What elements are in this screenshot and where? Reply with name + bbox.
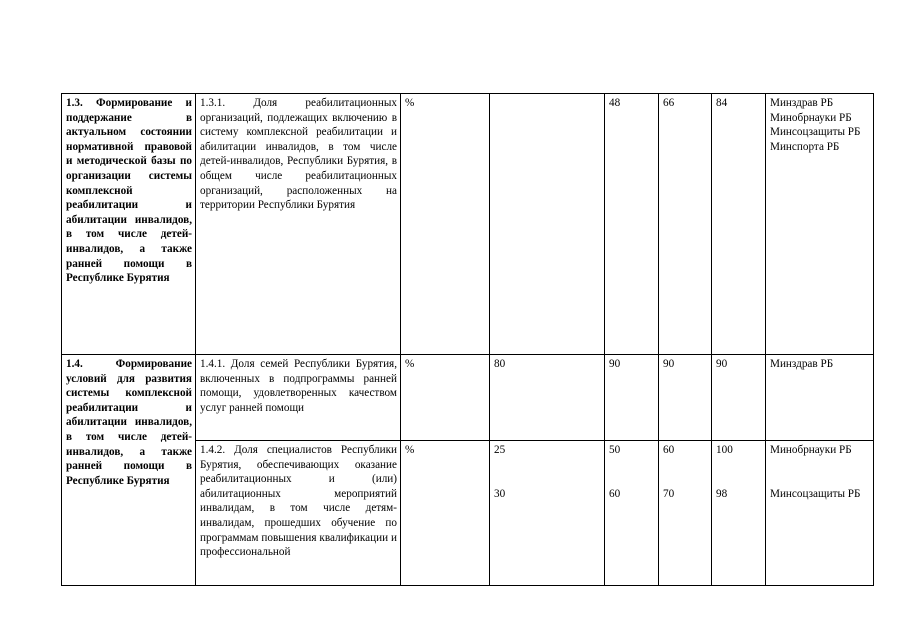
value-line: 98 xyxy=(716,487,728,500)
executor-name: Минобрнауки РБ xyxy=(770,444,852,456)
executor-cell xyxy=(766,441,874,586)
indicators-table xyxy=(61,93,874,586)
table-row xyxy=(62,355,874,441)
executor-name: Минсоцзащиты РБ xyxy=(770,126,861,139)
indicator-cell: 1.4.1. Доля семей Республики Бурятия, включенных в подпрограммы ранней помощи, удовлетворенных качеством услуг ранней помощи xyxy=(196,355,401,441)
value-line: 60 xyxy=(663,444,675,456)
value-cell: 48 xyxy=(605,94,659,355)
executor-cell xyxy=(766,94,874,355)
value-line: 70 xyxy=(663,487,675,500)
value-cell: 80 xyxy=(490,355,605,441)
value-line: 30 xyxy=(494,487,506,500)
unit-cell: % xyxy=(401,441,490,586)
goal-cell: 1.3. Формирование и поддержание в актуальном состоянии нормативной правовой и методической базы по организации системы комплексной реабилитации и абилитации инвалидов, в том числе детей-инвалидов, а также ранней помощи в Республике Бурятия xyxy=(62,94,196,355)
value-cell xyxy=(659,441,712,586)
executor-name: Минсоцзащиты РБ xyxy=(770,487,861,500)
value-line: 50 xyxy=(609,444,621,456)
executor-name: Минобрнауки РБ xyxy=(770,111,852,124)
indicator-cell: 1.4.2. Доля специалистов Республики Бурятия, обеспечивающих оказание реабилитационных и (или) абилитационных мероприятий инвалидам, в том числе детям-инвалидам, прошедших обучение по программам повышения квалификации и профессиональной xyxy=(196,441,401,586)
value-line: 100 xyxy=(716,444,733,456)
value-cell: 90 xyxy=(659,355,712,441)
executor-name: Минздрав РБ xyxy=(770,358,834,370)
value-line: 60 xyxy=(609,487,621,500)
value-cell xyxy=(712,441,766,586)
value-cell xyxy=(605,441,659,586)
value-cell: 90 xyxy=(605,355,659,441)
goal-cell: 1.4. Формирование условий для развития системы комплексной реабилитации и абилитации инвалидов, в том числе детей-инвалидов, а также ранней помощи в Республике Бурятия xyxy=(62,355,196,586)
value-cell xyxy=(490,441,605,586)
executor-name: Минздрав РБ xyxy=(770,97,834,109)
value-cell: 84 xyxy=(712,94,766,355)
value-cell: 90 xyxy=(712,355,766,441)
value-line: 25 xyxy=(494,444,506,456)
executor-name: Минспорта РБ xyxy=(770,140,840,153)
indicator-cell: 1.3.1. Доля реабилитационных организаций, подлежащих включению в систему комплексной реабилитации и абилитации инвалидов, в том числе детей-инвалидов, Республики Бурятия, в общем числе реабилитационных организаций, расположенных на территории Республики Бурятия xyxy=(196,94,401,355)
unit-cell: % xyxy=(401,94,490,355)
unit-cell: % xyxy=(401,355,490,441)
value-cell xyxy=(490,94,605,355)
executor-cell xyxy=(766,355,874,441)
table-row xyxy=(62,94,874,355)
value-cell: 66 xyxy=(659,94,712,355)
